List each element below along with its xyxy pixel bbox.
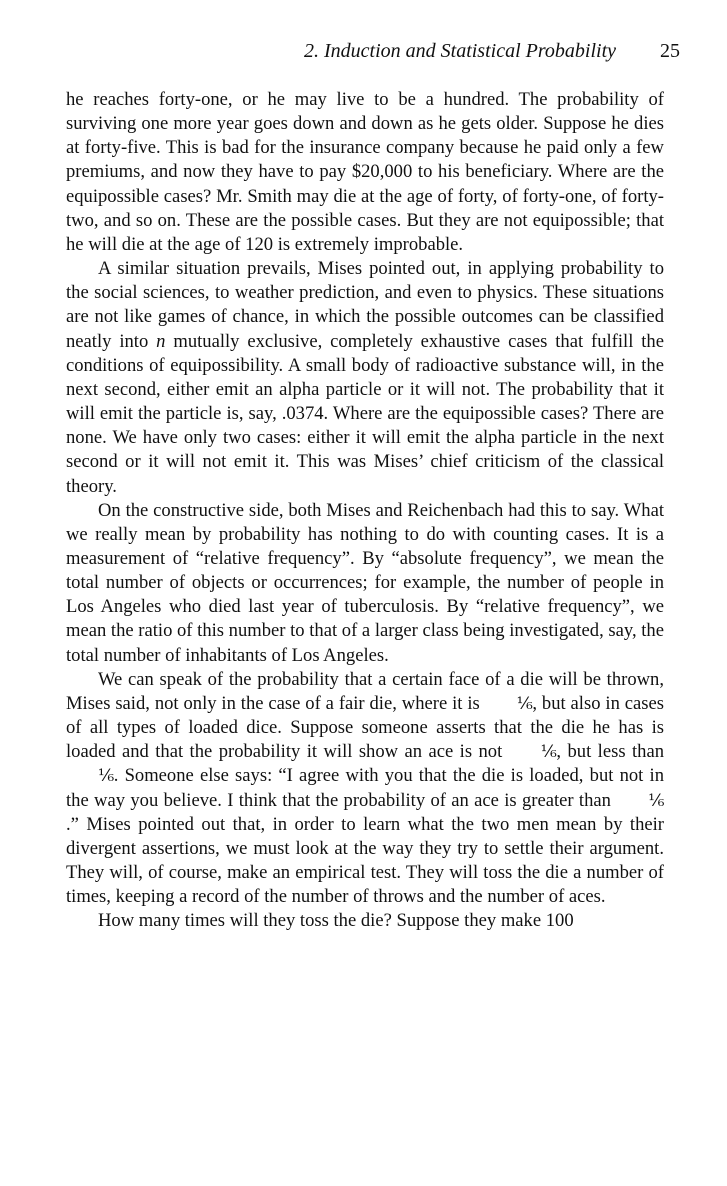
fraction-one-sixth: ⅙	[516, 693, 533, 713]
paragraph-1: he reaches forty-one, or he may live to be a hundred. The probability of surviving one more year goes down and down as he gets older. Suppose he dies at forty-five. This is bad for the insurance company because he paid only a few premiums, and now they have to pay $20,000 to his beneficiary. Where are the equipossible cases? Mr. Smith may die at the age of forty, of forty-one, of forty-two, and so on. These are the possible cases. But they are not equipossible; that he will die at the age of 120 is extremely improbable.	[66, 89, 664, 255]
variable-n: n	[156, 330, 166, 352]
paragraph-4-part-b: , but also in cases of all types of loaded dice. Suppose someone asserts that the die he has is loaded and that the probability it will show an ace is not	[66, 692, 664, 763]
paragraph-4-part-a: We can speak of the probability that a certain face of a die will be thrown, Mises said, not only in the case of a fair die, where it is	[66, 668, 664, 714]
paragraph-2-rest: mutually exclusive, completely exhaustive cases that fulfill the conditions of equipossibility. A small body of radioactive substance will, in the next second, either emit an alpha particle or it will not. The probability that it will emit the particle is, say, .0374. Where are the equipossible cases? There are none. We have only two cases: either it will emit the alpha particle in the next second or it will not emit it. This was Mises’ chief criticism of the classical theory.	[66, 330, 664, 497]
paragraph-2-start: A similar situation prevails, Mises pointed out, in applying probability to the social sciences, to weather prediction, and even to physics. These situations are not like games of chance, in which the possible outcomes can be classified neatly into	[66, 258, 664, 352]
fraction-one-sixth: ⅙	[648, 790, 664, 810]
paragraph-4-part-e: .” Mises pointed out that, in order to learn what the two men mean by their divergent assertions, we must look at the way they try to settle their argument. They will, of course, make an empirical test. They will toss the die a number of times, keeping a record of the number of throws and the number of aces.	[66, 813, 664, 908]
page-number: 25	[660, 40, 680, 62]
paragraph-4-part-d: . Someone else says: “I agree with you that the die is loaded, but not in the way you believe. I think that the probability of an ace is greater than	[66, 765, 664, 811]
paragraph-2	[66, 257, 664, 499]
paragraph-4	[66, 668, 664, 910]
fraction-one-sixth: ⅙	[98, 766, 114, 786]
paragraph-4-part-c: , but less than	[556, 741, 664, 763]
fraction-one-sixth: ⅙	[540, 742, 557, 762]
paragraph-5: How many times will they toss the die? Suppose they make 100	[98, 910, 574, 932]
running-head	[66, 36, 680, 66]
running-title: 2. Induction and Statistical Probability	[303, 40, 616, 62]
body-text	[66, 88, 664, 933]
paragraph-3: On the constructive side, both Mises and Reichenbach had this to say. What we really mean by probability has nothing to do with counting cases. It is a measurement of “relative frequency”. By “absolute frequency”, we mean the total number of objects or occurrences; for example, the number of people in Los Angeles who died last year of tuberculosis. By “relative frequency”, we mean the ratio of this number to that of a larger class being investigated, say, the total number of inhabitants of Los Angeles.	[66, 499, 664, 666]
